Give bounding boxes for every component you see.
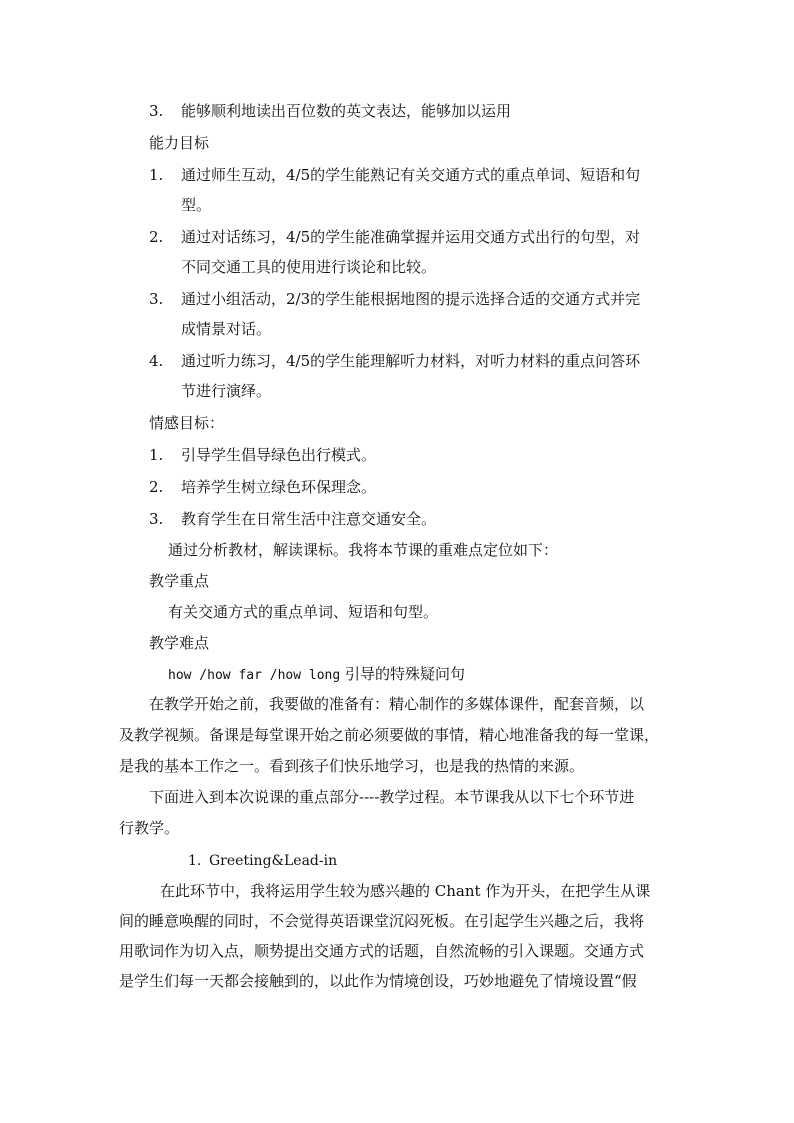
paragraph-line: 及教学视频。备课是每堂课开始之前必须要做的事情，精心地准备我的每一堂课，	[119, 726, 660, 744]
paragraph-line: 间的睡意唤醒的同时，不会觉得英语课堂沉闷死板。在引起学生兴趣之后，我将	[119, 912, 645, 930]
section-heading-emotion: 情感目标：	[149, 414, 225, 432]
step-number: 1.	[188, 853, 202, 869]
paragraph-line: 用歌词作为切入点，顺势提出交通方式的话题，自然流畅的引入课题。交通方式	[119, 942, 645, 960]
list-item-text: 通过听力练习，4/5的学生能理解听力材料，对听力材料的重点问答环	[181, 352, 641, 370]
paragraph-line: 是我的基本工作之一。看到孩子们快乐地学习，也是我的热情的来源。	[119, 757, 585, 775]
list-number: 1.	[149, 446, 164, 464]
analysis-line: 通过分析教材，解读课标。我将本节课的重难点定位如下：	[168, 541, 559, 559]
paragraph-line: 是学生们每一天都会接触到的，以此作为情境创设，巧妙地避免了情境设置“假	[119, 972, 637, 990]
section-heading-ability: 能力目标	[149, 134, 210, 152]
list-item-text: 通过师生互动，4/5的学生能熟记有关交通方式的重点单词、短语和句	[181, 166, 641, 184]
list-number: 2.	[149, 228, 164, 246]
list-number: 1.	[149, 166, 164, 184]
list-item-text-continued: 不同交通工具的使用进行谈论和比较。	[181, 258, 437, 276]
difficulty-description: 引导的特殊疑问句	[344, 665, 465, 683]
list-item-text: 教育学生在日常生活中注意交通安全。	[181, 510, 437, 528]
list-number: 3.	[149, 510, 164, 528]
list-item-text: 引导学生倡导绿色出行模式。	[181, 446, 377, 464]
list-item-text: 能够顺利地读出百位数的英文表达，能够加以运用	[181, 102, 512, 120]
section-heading-difficulty: 教学难点	[149, 634, 210, 652]
difficulty-code: how /how far /how long	[168, 668, 341, 683]
list-number: 3.	[149, 102, 164, 120]
list-item-text: 通过对话练习，4/5的学生能准确掌握并运用交通方式出行的句型，对	[181, 228, 641, 246]
paragraph-line: 在教学开始之前，我要做的准备有：精心制作的多媒体课件，配套音频，以	[149, 695, 645, 713]
step-title: Greeting&Lead-in	[209, 853, 338, 869]
list-item-text: 培养学生树立绿色环保理念。	[181, 478, 377, 496]
paragraph-line: 下面进入到本次说课的重点部分----教学过程。本节课我从以下七个环节进	[149, 788, 635, 806]
section-heading-key-point: 教学重点	[149, 572, 210, 590]
list-number: 2.	[149, 478, 164, 496]
list-item-text-continued: 节进行演绎。	[181, 382, 272, 400]
key-point-text: 有关交通方式的重点单词、短语和句型。	[168, 603, 439, 621]
list-number: 3.	[149, 290, 164, 308]
difficulty-text	[168, 664, 465, 686]
list-item-text-continued: 型。	[181, 196, 212, 214]
list-number: 4.	[149, 352, 164, 370]
paragraph-line: 行教学。	[119, 819, 180, 837]
paragraph-line: 在此环节中，我将运用学生较为感兴趣的 Chant 作为开头，在把学生从课	[160, 882, 651, 900]
list-item-text-continued: 成情景对话。	[181, 320, 272, 338]
list-item-text: 通过小组活动，2/3的学生能根据地图的提示选择合适的交通方式并完	[181, 290, 641, 308]
